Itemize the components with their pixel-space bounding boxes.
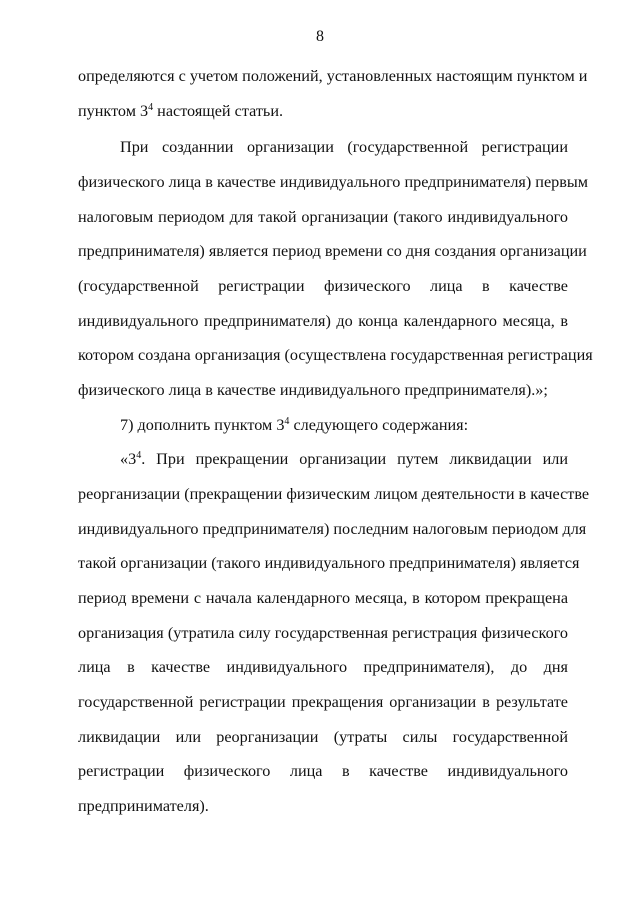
text-line: физического лица в качестве индивидуального предпринимателя) первым — [78, 173, 588, 191]
text-line: (государственной регистрации физического лица в качестве — [78, 277, 568, 295]
text-line: 7) дополнить пунктом $3^4$ следующего содержания: — [120, 416, 469, 434]
text-line: организация (утратила силу государственная регистрация физического — [78, 624, 568, 642]
text-line: физического лица в качестве индивидуального предпринимателя).»; — [78, 381, 548, 399]
text-line: лица в качестве индивидуального предпринимателя), до дня — [78, 658, 568, 676]
text-line: такой организации (такого индивидуального предпринимателя) является — [78, 554, 580, 572]
text-line: определяются с учетом положений, установленных настоящим пунктом и — [78, 67, 588, 85]
text-line: государственной регистрации прекращения организации в результате — [78, 693, 568, 711]
text-line: индивидуального предпринимателя) последним налоговым периодом для — [78, 520, 587, 538]
text-line: предпринимателя) является период времени со дня создания организации — [78, 242, 587, 260]
text-line: «$3^4$. При прекращении организации путем ликвидации или — [120, 450, 568, 468]
text-line: налоговым периодом для такой организации (такого индивидуального — [78, 208, 568, 226]
text-line: регистрации физического лица в качестве индивидуального — [78, 762, 568, 780]
text-line: пунктом $3^4$ настоящей статьи. — [78, 102, 284, 120]
text-line: индивидуального предпринимателя) до конца календарного месяца, в — [78, 312, 568, 330]
text-line: реорганизации (прекращении физическим лицом деятельности в качестве — [78, 485, 590, 503]
text-line: При созданнии организации (государственной регистрации — [120, 138, 568, 156]
text-line: период времени с начала календарного месяца, в котором прекращена — [78, 589, 568, 607]
text-line: котором создана организация (осуществлена государственная регистрация — [78, 346, 593, 364]
text-line: предпринимателя). — [78, 797, 209, 815]
page-number: 8 — [316, 28, 324, 45]
text-line: ликвидации или реорганизации (утраты силы государственной — [78, 728, 568, 746]
